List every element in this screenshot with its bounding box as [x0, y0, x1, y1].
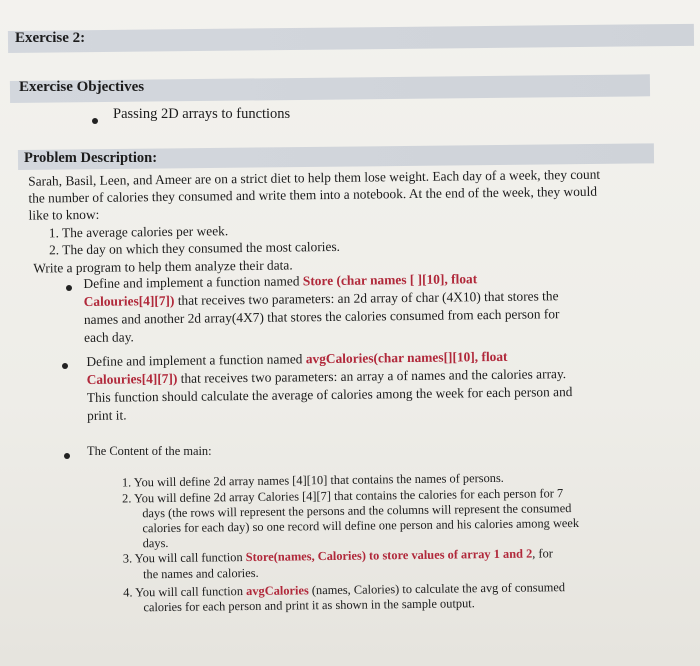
main-step-4-call: avgCalories [246, 583, 309, 599]
question-1: 1. The average calories per week. [48, 223, 229, 241]
main-step-4-text: 4. You will call function [123, 584, 247, 600]
objectives-heading: Exercise Objectives [19, 79, 145, 95]
task-line: Write a program to help them analyze their data. [33, 257, 293, 276]
objective-bullet [92, 118, 98, 124]
intro-line-3: like to know: [28, 206, 100, 223]
objective-item: Passing 2D arrays to functions [113, 106, 291, 122]
main-step-2-line-1: 2. You will define 2d array Calories [4][7] that contains the calories for each person for 7 [122, 486, 564, 506]
avg-signature-2: Calouries[4][7]) [86, 370, 178, 387]
main-step-2-line-3: calories for each day) so one record will define one person and his calories among week [142, 515, 580, 536]
store-signature-1: Store (char names [ ][10], float [302, 271, 478, 289]
main-step-4-tail: (names, Calories) to calculate the avg of consumed [308, 580, 566, 598]
main-step-2-line-4: days. [142, 535, 169, 551]
avg-line-2-text: that receives two parameters: an array a of names and the calories array. [177, 366, 567, 386]
main-step-3-tail: , for [532, 546, 553, 561]
main-step-3-text: 3. You will call function [122, 550, 246, 566]
main-bullet [64, 453, 70, 459]
exercise-heading-bar [8, 24, 694, 53]
store-line-2-text: that receives two parameters: an 2d array of char (4X10) that stores the [174, 288, 559, 308]
main-step-4-line-2: calories for each person and print it as shown in the sample output. [143, 596, 475, 615]
avg-line-4: print it. [86, 407, 127, 423]
problem-heading: Problem Description: [24, 150, 158, 166]
store-line-3: names and another 2d array(4X7) that stores the calories consumed from each person for [83, 306, 560, 327]
store-line-1-text: Define and implement a function named [83, 273, 303, 292]
store-line-4: each day. [84, 329, 134, 345]
intro-line-1: Sarah, Basil, Leen, and Ameer are on a strict diet to help them lose weight. Each day of a week, they count [28, 166, 601, 189]
store-line-1 [83, 271, 477, 292]
main-step-1: 1. You will define 2d array names [4][10] that contains the names of persons. [121, 470, 504, 490]
avg-bullet [62, 363, 68, 369]
avg-line-1-text: Define and implement a function named [86, 351, 306, 369]
main-heading: The Content of the main: [87, 444, 212, 458]
main-step-3-line-1 [123, 546, 553, 566]
avg-line-3: This function should calculate the average of calories among the week for each person and [86, 384, 573, 405]
main-step-2-line-2: days (the rows will represent the persons and the columns will represent the consumed [142, 501, 572, 521]
main-step-3-call: Store(names, Calories) to store values of array 1 and 2 [245, 546, 533, 565]
intro-line-2: the number of calories they consumed and write them into a notebook. At the end of the week, they would [28, 183, 598, 206]
store-bullet [66, 285, 72, 291]
exercise-heading: Exercise 2: [15, 30, 86, 46]
store-signature-2: Calouries[4][7]) [83, 292, 175, 309]
question-2: 2. The day on which they consumed the most calories. [48, 238, 341, 258]
main-step-3-line-2: the names and calories. [142, 565, 259, 582]
avg-signature-1: avgCalories(char names[][10], float [305, 348, 508, 367]
